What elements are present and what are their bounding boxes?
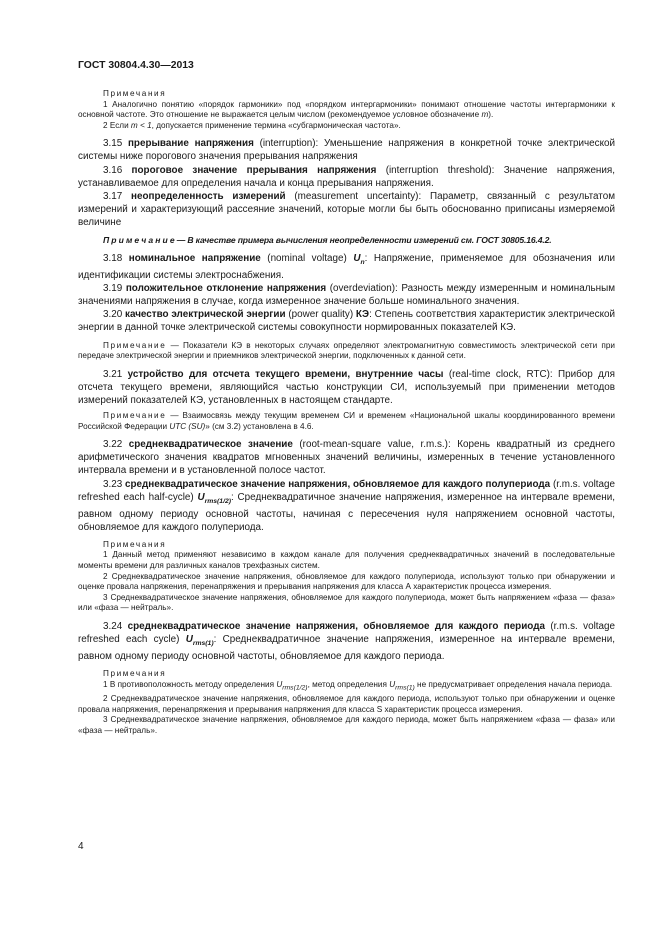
notes-block-3-23 — [78, 540, 615, 614]
term-3-18: 3.18 номинальное напряжение (nominal voltage) $U_n$: Напряжение, применяемое для обозначения или идентификации системы электроснабжения. — [78, 253, 616, 282]
term-3-21: 3.21 устройство для отсчета текущего времени, внутренние часы (real-time clock, RTC): Прибор для отсчета текущего времени, являющийся частью конструкции СИ, используемый при применении методов измерений показателей КЭ, установленных в настоящем стандарте. — [78, 368, 615, 406]
term-3-16: 3.16 пороговое значение прерывания напряжения (interruption threshold): Значение напряжения, устанавливаемое для определения начала и конца прерывания напряжения. — [78, 164, 615, 189]
note-item: 2 Среднеквадратическое значение напряжения, обновляемое для каждого периода, используют только при обнаружении и оценке провала напряжения, перенапряжения и прерывания напряжения для класса S характеристик процесса измерения. — [78, 694, 615, 714]
note-item: 3 Среднеквадратическое значение напряжения, обновляемое для каждого полупериода, может быть напряжением «фаза — фаза» или «фаза — нейтраль». — [78, 592, 615, 613]
note-item: 1 Данный метод применяют независимо в каждом канале для получения среднеквадратичных значений в последовательные моменты времени для различных каналов трехфазных систем. — [78, 550, 615, 571]
note-item: 2 Среднеквадратическое значение напряжения, обновляемое для каждого полупериода, используют только при обнаружении и оценке провала напряжения, перенапряжения и прерывания напряжения для класса А характеристик процесса измерения. — [78, 571, 615, 592]
term-3-20: 3.20 качество электрической энергии (power quality) КЭ: Степень соответствия характеристик электрической энергии в данной точке электрической системы совокупности нормированных показателей КЭ. — [78, 309, 616, 334]
note-item: 1 В противоположность методу определения $U_{rms(1/2)}$, метод определения $U_{rms(1)}$ не предусматривает определения начала периода. — [103, 679, 613, 692]
notes-label: Примечания — [103, 669, 167, 679]
note-3-21: Примечание — Взаимосвязь между текущим временем СИ и временем «Национальной шкалы координированного времени Российской Федерации UTC (SU)» (см 3.2) установлена в 4.6. — [78, 411, 615, 431]
note-item: 2 Если m < 1, допускается применение термина «субгармоническая частота». — [103, 120, 401, 130]
see-note: П р и м е ч а н и е — В качестве примера вычисления неопределенности измерений см. ГОСТ 30805.16.4.2. — [103, 235, 552, 246]
standard-header: ГОСТ 30804.4.30—2013 — [78, 60, 194, 71]
term-3-19: 3.19 положительное отклонение напряжения (overdeviation): Разность между измеренным и номинальным значениями напряжения в случае, когда измеренное значение больше номинального значения. — [78, 283, 615, 308]
note-item: 3 Среднеквадратическое значение напряжения, обновляемое для каждого периода, может быть напряжением «фаза — фаза» или «фаза — нейтраль». — [78, 715, 615, 735]
note-3-20: Примечание — Показатели КЭ в некоторых случаях определяют электромагнитную совместимость электрической сети при передаче электрической энергии и приемников электрической энергии, подключенных к данной сети. — [78, 340, 615, 361]
term-3-17: 3.17 неопределенность измерений (measurement uncertainty): Параметр, связанный с результатом измерений и характеризующий рассеяние значений, которые могли бы быть обоснованно приписаны измеряемой величине — [78, 190, 615, 228]
notes-label: Примечания — [103, 89, 167, 98]
note-item: 1 Аналогично понятию «порядок гармоники» под «порядком интергармоники» понимают отношение частоты интергармоники к основной частоте. Это отношение не выражается целым числом (рекомендуемое условное обозначение m). — [78, 99, 615, 120]
term-3-23: 3.23 среднеквадратическое значение напряжения, обновляемое для каждого полупериода (r.m.s. voltage refreshed each half-cycle) $U_{rms(1/2)}$: Среднеквадратичное значение напряжения, измеренное на интервале времени, равном одному периоду основной частоты, начиная с пересечения нуля напряжением основной частоты, обновляемое для каждого полупериода. — [78, 478, 615, 533]
term-3-24: 3.24 среднеквадратическое значение напряжения, обновляемое для каждого периода (r.m.s. voltage refreshed each cycle) $U_{rms(1)}$: Среднеквадратичное значение напряжения, измеренное на интервале времени, равном одному периоду основной частоты, обновляемое для каждого периода. — [78, 621, 615, 663]
notes-block-3-14 — [78, 89, 615, 131]
page-number: 4 — [78, 841, 84, 852]
notes-block-3-24 — [78, 669, 615, 736]
notes-label: Примечания — [103, 539, 167, 549]
term-3-15: 3.15 прерывание напряжения (interruption): Уменьшение напряжения в конкретной точке электрической системы ниже порогового значения прерывания напряжения — [78, 138, 616, 163]
term-3-22: 3.22 среднеквадратическое значение (root-mean-square value, r.m.s.): Корень квадратный из среднего арифметического значения квадратов мгновенных значений величины, измеренных в течение установленного интервала времени и в установленной полосе частот. — [78, 439, 615, 477]
